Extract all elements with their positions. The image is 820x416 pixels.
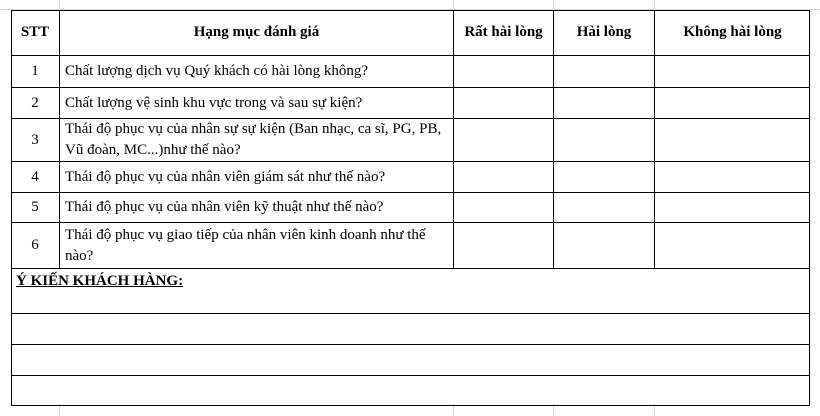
border-line bbox=[11, 268, 810, 269]
row-4-satisfied-cell[interactable] bbox=[554, 162, 654, 192]
opinion-line-1[interactable] bbox=[12, 314, 809, 344]
border-line bbox=[11, 10, 810, 11]
row-5-criteria: Thái độ phục vụ của nhân viên kỹ thuật như thế nào? bbox=[65, 199, 384, 215]
row-3-criteria: Thái độ phục vụ của nhân sự sự kiện (Ban nhạc, ca sĩ, PG, PB, Vũ đoàn, MC...)như thế nào? bbox=[65, 121, 442, 158]
row-6-not-satisfied-cell[interactable] bbox=[655, 223, 810, 268]
row-3-satisfied-cell[interactable] bbox=[554, 119, 654, 161]
row-5-satisfied-cell[interactable] bbox=[554, 193, 654, 222]
sheet-gridline bbox=[59, 406, 60, 416]
opinion-line-3[interactable] bbox=[12, 376, 809, 405]
row-2-no: 2 bbox=[31, 94, 39, 111]
row-2-criteria: Chất lượng vệ sinh khu vực trong và sau sự kiện? bbox=[65, 94, 363, 111]
border-line bbox=[11, 192, 810, 193]
border-line bbox=[11, 313, 810, 314]
border-line bbox=[11, 87, 810, 88]
header-not-satisfied bbox=[655, 10, 810, 55]
border-line bbox=[11, 344, 810, 345]
sheet-gridline bbox=[453, 406, 454, 416]
row-1-very-satisfied-cell[interactable] bbox=[454, 56, 553, 87]
row-3-very-satisfied-cell[interactable] bbox=[454, 119, 553, 161]
header-satisfied-label: Hài lòng bbox=[576, 24, 632, 40]
row-3-no: 3 bbox=[31, 131, 39, 148]
row-3-not-satisfied-cell[interactable] bbox=[655, 119, 810, 161]
header-stt-label: STT bbox=[20, 24, 50, 40]
sheet-gridline bbox=[553, 406, 554, 416]
row-5-no: 5 bbox=[31, 199, 39, 215]
border-line bbox=[453, 10, 454, 269]
border-line bbox=[11, 55, 810, 56]
row-5-not-satisfied-cell[interactable] bbox=[655, 193, 810, 222]
row-6-satisfied-cell[interactable] bbox=[554, 223, 654, 268]
border-line bbox=[809, 10, 810, 406]
sheet-gridline bbox=[453, 0, 454, 9]
border-line bbox=[11, 118, 810, 119]
row-6-no: 6 bbox=[31, 237, 39, 253]
customer-opinion-title: Ý KIẾN KHÁCH HÀNG: bbox=[16, 272, 184, 289]
row-2-satisfied-cell[interactable] bbox=[554, 88, 654, 118]
row-4-very-satisfied-cell[interactable] bbox=[454, 162, 553, 192]
header-satisfied bbox=[554, 10, 654, 55]
row-6-very-satisfied-cell[interactable] bbox=[454, 223, 553, 268]
border-line bbox=[11, 161, 810, 162]
header-not-satisfied-label: Không hài lòng bbox=[683, 24, 782, 40]
header-very-satisfied bbox=[454, 10, 553, 55]
sheet-gridline bbox=[553, 0, 554, 9]
header-stt bbox=[11, 10, 59, 55]
row-2-very-satisfied-cell[interactable] bbox=[454, 88, 553, 118]
row-1-not-satisfied-cell[interactable] bbox=[655, 56, 810, 87]
row-2-not-satisfied-cell[interactable] bbox=[655, 88, 810, 118]
border-line bbox=[11, 10, 12, 406]
header-very-satisfied-label: Rất hài lòng bbox=[464, 24, 543, 40]
border-line bbox=[654, 10, 655, 269]
row-4-not-satisfied-cell[interactable] bbox=[655, 162, 810, 192]
border-line bbox=[11, 222, 810, 223]
sheet-gridline bbox=[654, 0, 655, 9]
border-line bbox=[11, 375, 810, 376]
row-1-no: 1 bbox=[31, 63, 39, 79]
row-4-criteria: Thái độ phục vụ của nhân viên giám sát như thế nào? bbox=[65, 168, 386, 185]
row-1-criteria: Chất lượng dịch vụ Quý khách có hài lòng không? bbox=[65, 63, 369, 79]
row-1-satisfied-cell[interactable] bbox=[554, 56, 654, 87]
header-criteria-label: Hạng mục đánh giá bbox=[193, 24, 320, 40]
border-line bbox=[59, 10, 60, 269]
opinion-line-2[interactable] bbox=[12, 345, 809, 375]
border-line bbox=[553, 10, 554, 269]
row-6-criteria: Thái độ phục vụ giao tiếp của nhân viên kinh doanh như thế nào? bbox=[65, 226, 426, 264]
sheet-gridline bbox=[59, 0, 60, 9]
row-4-no: 4 bbox=[31, 168, 39, 185]
sheet-gridline bbox=[654, 406, 655, 416]
header-criteria bbox=[60, 10, 453, 55]
border-line bbox=[11, 405, 810, 406]
row-5-very-satisfied-cell[interactable] bbox=[454, 193, 553, 222]
